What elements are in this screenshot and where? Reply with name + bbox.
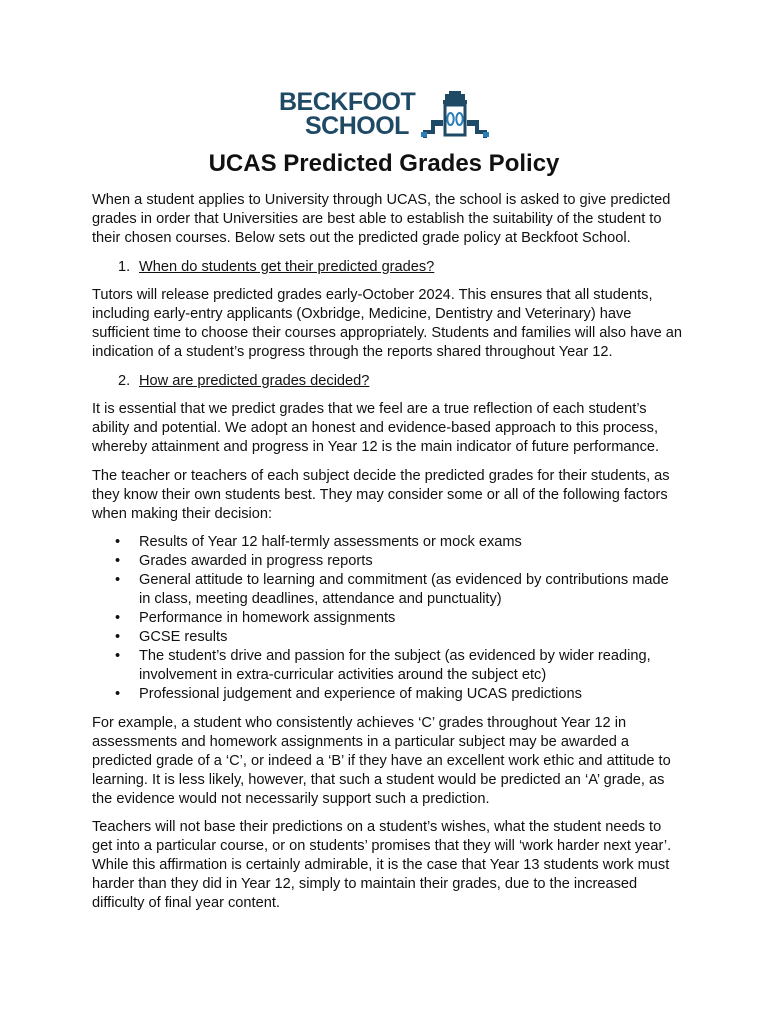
list-item-text: GCSE results [139,629,228,645]
section-2-paragraph-2: The teacher or teachers of each subject decide the predicted grades for their students, as they know their own students best. They may consider some or all of the following factors when making their decision: [92,467,670,522]
bullet-icon: • [115,572,121,588]
list-item [92,647,682,685]
list-item-text: Results of Year 12 half-termly assessments or mock exams [139,534,522,550]
intro-paragraph: When a student applies to University through UCAS, the school is asked to give predicted grades in order that Universities are best able to establish the suitability of the student to their chosen courses. Below sets out the predicted grade policy at Beckfoot School. [92,192,671,246]
list-item-text: General attitude to learning and commitment (as evidenced by contributions made in class, meeting deadlines, attendance and punctuality) [139,572,669,607]
document-body [92,191,682,923]
bullet-icon: • [115,686,121,702]
section-2-heading [92,372,682,391]
bullet-icon: • [115,553,121,569]
section-1-title: When do students get their predicted grades? [139,258,435,275]
logo-wordmark [279,90,415,138]
list-item [92,533,682,552]
section-2-number: 2. [118,372,131,389]
list-item-text: The student’s drive and passion for the subject (as evidenced by wider reading, involvement in extra-curricular activities around the subject etc) [139,648,651,683]
list-item [92,628,682,647]
section-2-paragraph-1: It is essential that we predict grades that we feel are a true reflection of each student’s ability and potential. We adopt an honest and evidence-based approach to this process, whereby attainment and progress in Year 12 is the main indicator of future performance. [92,401,660,455]
list-item-text: Performance in homework assignments [139,610,396,626]
bullet-icon: • [115,648,121,664]
factors-list [92,533,682,704]
section-2-title: How are predicted grades decided? [139,372,370,389]
bullet-icon: • [115,629,121,645]
list-item [92,552,682,571]
school-logo [279,90,491,142]
section-1-heading [92,258,682,277]
section-1-paragraph: Tutors will release predicted grades early-October 2024. This ensures that all students, including early-entry applicants (Oxbridge, Medicine, Dentistry and Veterinary) have sufficient time to choose their courses appropriately. Students and families will also have an indication of a student’s progress through the reports shared throughout Year 12. [92,287,683,360]
bullet-icon: • [115,610,121,626]
section-1-number: 1. [118,258,131,275]
list-item-text: Grades awarded in progress reports [139,553,373,569]
page-title: UCAS Predicted Grades Policy [208,150,560,177]
school-tower-logo-icon [419,90,491,140]
list-item-text: Professional judgement and experience of making UCAS predictions [139,686,582,702]
section-2-paragraph-4: Teachers will not base their predictions on a student’s wishes, what the student needs to get into a particular course, or on students’ promises that they will ‘work harder next year’. While this affirmation is certainly admirable, it is the case that Year 13 students work must harder than they did in Year 12, simply to maintain their grades, due to the increased difficulty of final year content. [92,819,672,911]
list-item [92,685,682,704]
section-2-paragraph-3: For example, a student who consistently achieves ‘C’ grades throughout Year 12 in assessments and homework assignments in a particular subject may be awarded a predicted grade of a ‘C’, or indeed a ‘B’ if they have an excellent work ethic and attitude to learning. It is less likely, however, that such a student would be predicted an ‘A’ grade, as the evidence would not necessarily support such a prediction. [92,714,671,807]
logo-line-1: BECKFOOT [279,88,416,116]
bullet-icon: • [115,534,121,550]
list-item [92,609,682,628]
list-item [92,571,682,609]
logo-line-2: SCHOOL [305,112,409,140]
